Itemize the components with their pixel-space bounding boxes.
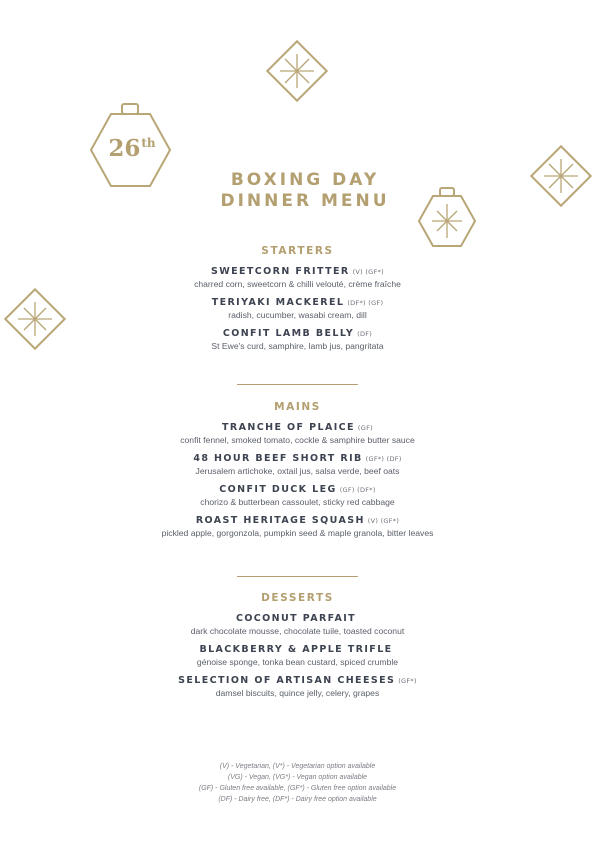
dish-item <box>0 644 595 668</box>
dish-name: BLACKBERRY & APPLE TRIFLE <box>199 644 393 655</box>
dietary-key <box>0 761 595 805</box>
footnote-line: (DF) - Dairy free, (DF*) - Dairy free option available <box>218 796 377 803</box>
footnote-line: (VG) - Vegan, (VG*) - Vegan option available <box>227 774 368 781</box>
dish-item <box>0 453 595 477</box>
dietary-tags: (V) (GF*) <box>367 517 400 525</box>
dish-description: pickled apple, gorgonzola, pumpkin seed & maple granola, bitter leaves <box>161 528 434 538</box>
dish-item <box>0 484 595 508</box>
dietary-tags: (GF) <box>357 424 373 432</box>
date-badge <box>107 135 157 162</box>
dish-description: chorizo & butterbean cassoulet, sticky red cabbage <box>200 497 395 507</box>
menu-title-line1: BOXING DAY <box>230 170 380 190</box>
dish-item <box>0 422 595 446</box>
dish-name: CONFIT DUCK LEG <box>219 484 337 495</box>
dish-name: TRANCHE OF PLAICE <box>222 422 355 433</box>
dish-description: confit fennel, smoked tomato, cockle & samphire butter sauce <box>180 435 415 445</box>
dish-name: COCONUT PARFAIT <box>235 613 357 624</box>
dish-description: St Ewe's curd, samphire, lamb jus, pangritata <box>211 341 384 351</box>
dietary-tags: (GF*) <box>398 677 417 685</box>
dish-name: ROAST HERITAGE SQUASH <box>195 515 365 526</box>
dish-description: damsel biscuits, quince jelly, celery, grapes <box>215 688 380 698</box>
dietary-tags: (GF) (DF*) <box>339 486 376 494</box>
dish-description: charred corn, sweetcorn & chilli velouté, crème fraîche <box>194 279 401 289</box>
footnote-line: (GF) - Gluten free available, (GF*) - Gluten free option available <box>198 785 397 792</box>
dish-name: TERIYAKI MACKEREL <box>211 297 345 308</box>
starters-section <box>0 245 595 359</box>
dietary-tags: (DF) <box>357 330 373 338</box>
top-star-ornament-icon <box>267 0 326 101</box>
section-divider <box>237 576 358 577</box>
date-number: 26 <box>108 135 141 162</box>
section-heading: STARTERS <box>261 245 334 257</box>
dish-item <box>0 515 595 539</box>
desserts-section <box>0 592 595 706</box>
section-heading: DESSERTS <box>261 592 334 604</box>
dish-item <box>0 613 595 637</box>
dish-item <box>0 297 595 321</box>
dish-name: 48 HOUR BEEF SHORT RIB <box>193 453 363 464</box>
dish-description: radish, cucumber, wasabi cream, dill <box>228 310 367 320</box>
footnote-line: (V) - Vegetarian, (V*) - Vegetarian option available <box>219 763 376 770</box>
dish-item <box>0 266 595 290</box>
dietary-tags: (DF*) (GF) <box>347 299 384 307</box>
dish-description: dark chocolate mousse, chocolate tuile, toasted coconut <box>190 626 405 636</box>
dish-name: SELECTION OF ARTISAN CHEESES <box>178 675 396 686</box>
dish-item <box>0 675 595 699</box>
section-divider <box>237 384 358 385</box>
dish-name: SWEETCORN FRITTER <box>211 266 350 277</box>
section-heading: MAINS <box>274 401 321 413</box>
dish-name: CONFIT LAMB BELLY <box>222 328 355 339</box>
menu-title-line2: DINNER MENU <box>220 191 390 211</box>
dietary-tags: (V) (GF*) <box>352 268 384 276</box>
dish-description: Jerusalem artichoke, oxtail jus, salsa verde, beef oats <box>195 466 400 476</box>
dish-description: génoise sponge, tonka bean custard, spiced crumble <box>196 657 399 667</box>
dish-item <box>0 328 595 352</box>
mains-section <box>0 401 595 546</box>
dietary-tags: (GF*) (DF) <box>365 455 402 463</box>
date-suffix: th <box>141 136 156 150</box>
